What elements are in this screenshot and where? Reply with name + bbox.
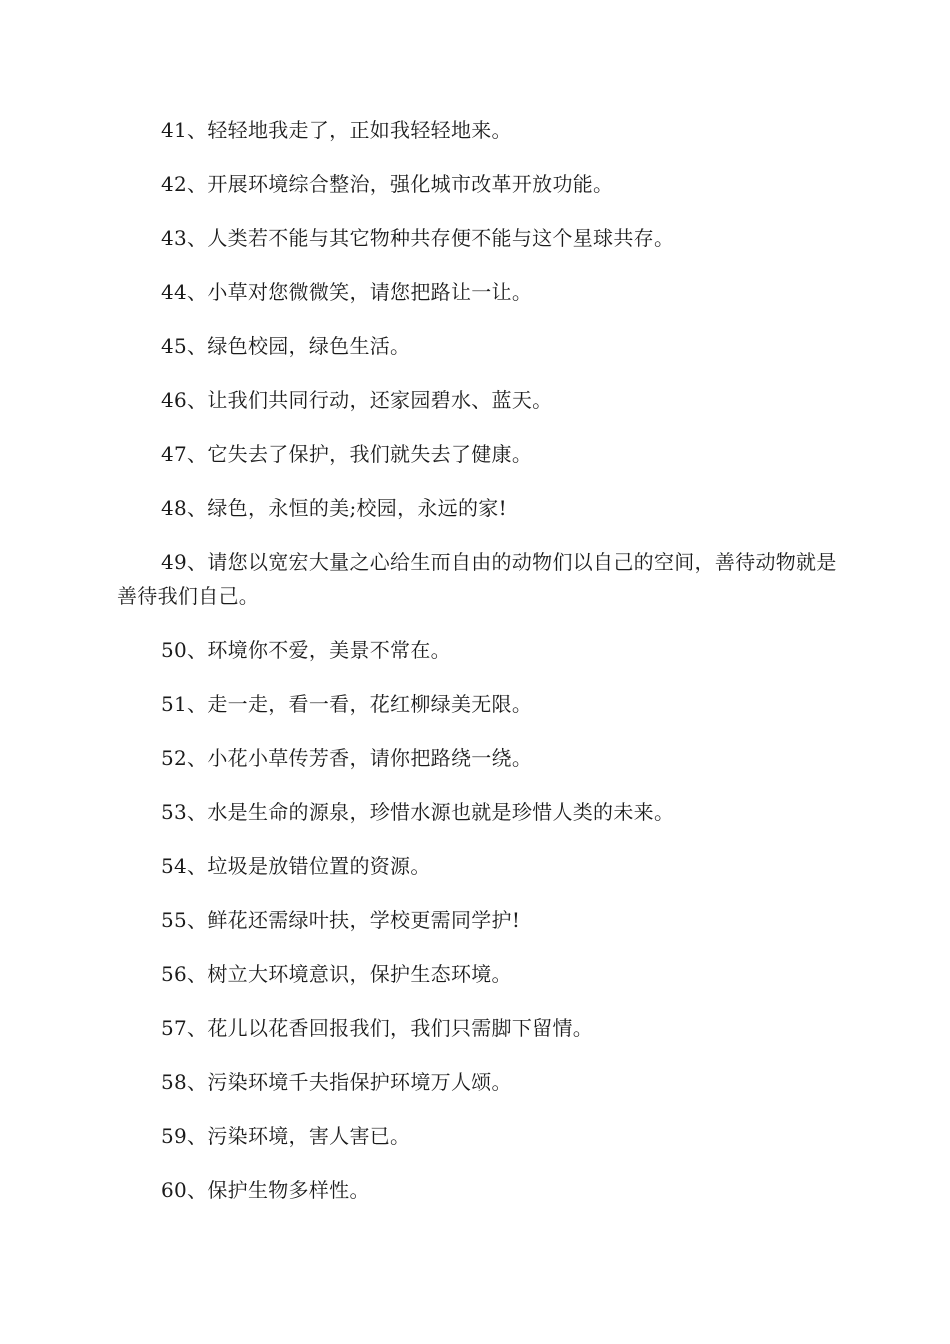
list-item: 60、保护生物多样性。 [161, 1178, 370, 1202]
list-item: 41、轻轻地我走了，正如我轻轻地来。 [161, 118, 512, 142]
list-item: 46、让我们共同行动，还家园碧水、蓝天。 [161, 388, 553, 412]
list-item: 55、鲜花还需绿叶扶，学校更需同学护! [161, 908, 521, 932]
list-item: 53、水是生命的源泉，珍惜水源也就是珍惜人类的未来。 [161, 800, 675, 824]
list-item: 49、请您以宽宏大量之心给生而自由的动物们以自己的空间，善待动物就是善待我们自己。 [117, 550, 837, 608]
list-item: 44、小草对您微微笑，请您把路让一让。 [161, 280, 533, 304]
list-item: 59、污染环境，害人害已。 [161, 1124, 411, 1148]
list-item: 48、绿色，永恒的美;校园，永远的家! [161, 496, 507, 520]
list-item: 51、走一走，看一看，花红柳绿美无限。 [161, 692, 533, 716]
list-item: 50、环境你不爱，美景不常在。 [161, 638, 451, 662]
list-item: 47、它失去了保护，我们就失去了健康。 [161, 442, 533, 466]
list-item: 52、小花小草传芳香，请你把路绕一绕。 [161, 746, 533, 770]
list-item: 42、开展环境综合整治，强化城市改革开放功能。 [161, 172, 614, 196]
list-item: 58、污染环境千夫指保护环境万人颂。 [161, 1070, 512, 1094]
list-item: 57、花儿以花香回报我们，我们只需脚下留情。 [161, 1016, 594, 1040]
list-item: 45、绿色校园，绿色生活。 [161, 334, 411, 358]
slogan-list [117, 113, 837, 1227]
list-item: 54、垃圾是放错位置的资源。 [161, 854, 431, 878]
list-item: 43、人类若不能与其它物种共存便不能与这个星球共存。 [161, 226, 675, 250]
list-item: 56、树立大环境意识，保护生态环境。 [161, 962, 512, 986]
